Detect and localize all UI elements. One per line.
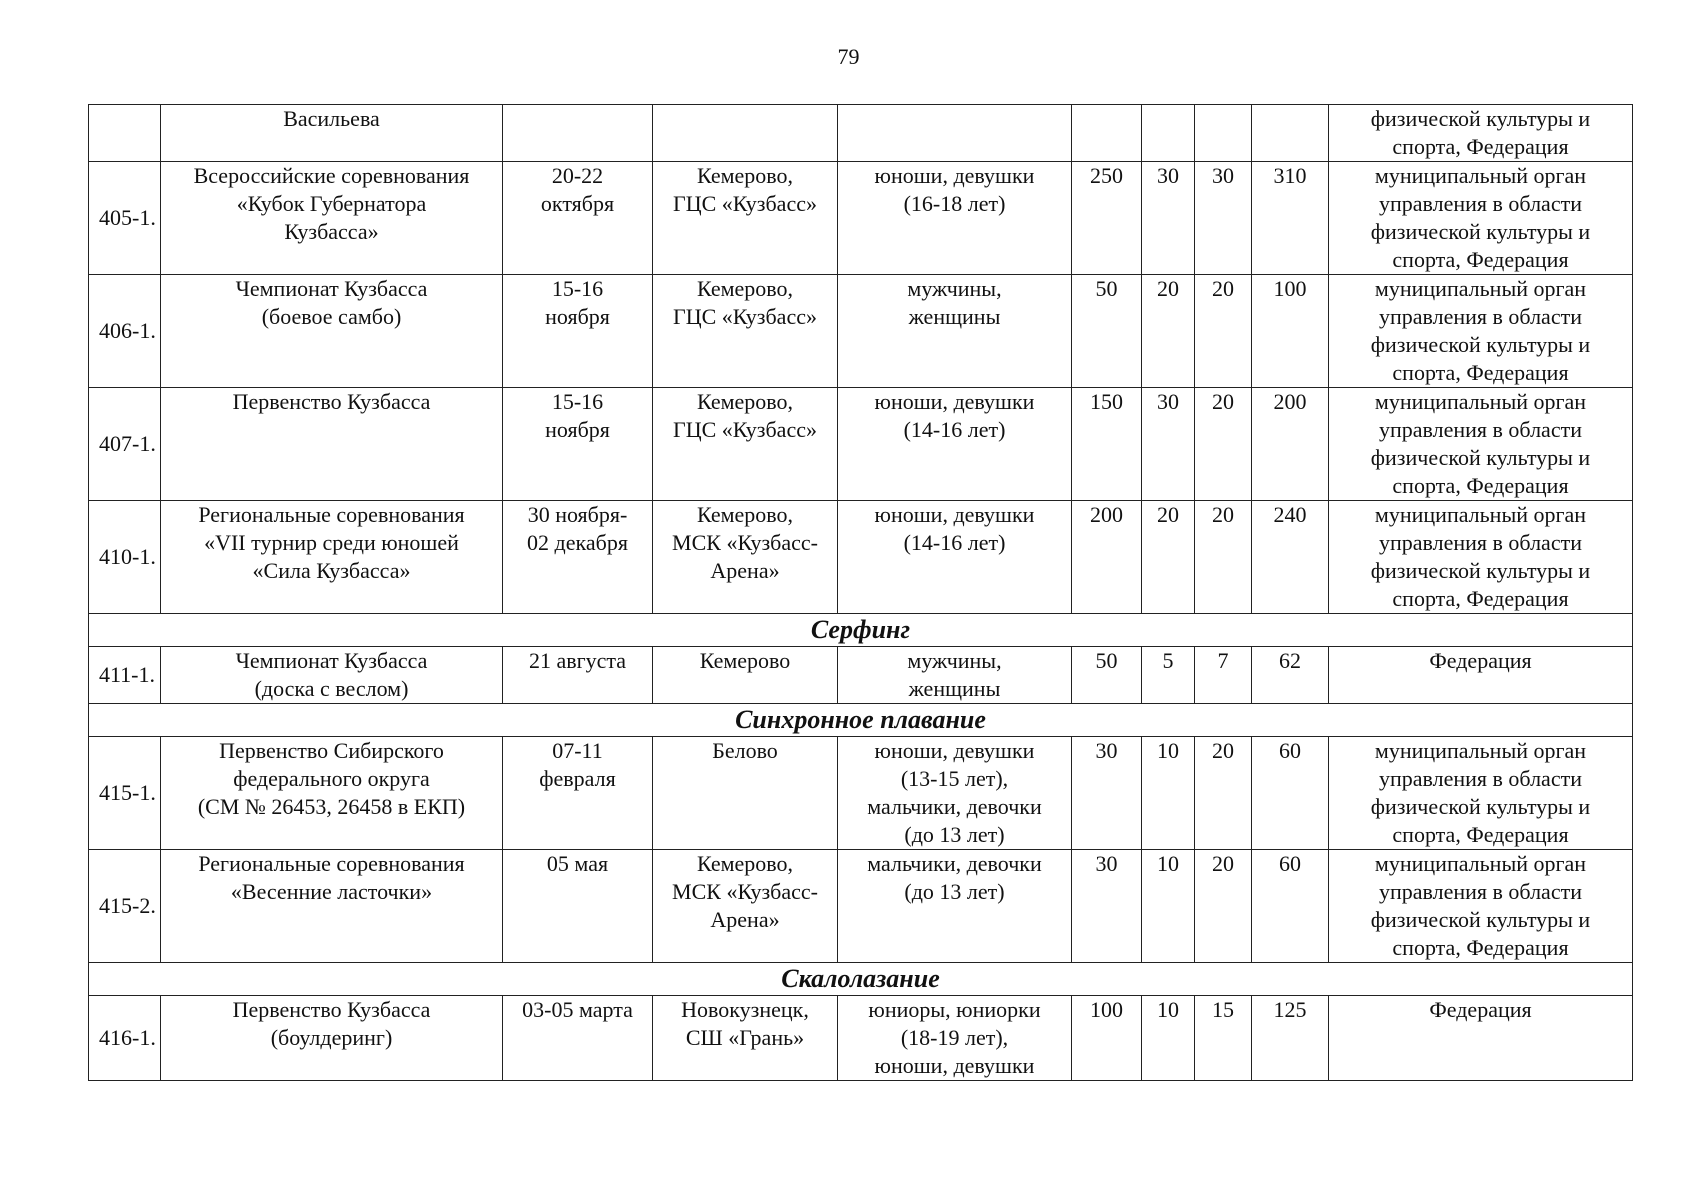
- count-coaches: 10: [1142, 996, 1195, 1081]
- count-coaches: 10: [1142, 850, 1195, 963]
- count-total: 60: [1252, 850, 1329, 963]
- event-organizer: Федерация: [1329, 996, 1633, 1081]
- count-coaches: 10: [1142, 737, 1195, 850]
- event-participants: юноши, девушки (14-16 лет): [838, 501, 1072, 614]
- count-athletes: 50: [1072, 275, 1142, 388]
- event-number: 416-1.: [89, 996, 161, 1081]
- events-table: [88, 104, 1633, 1081]
- event-number: 406-1.: [89, 275, 161, 388]
- event-number: 415-2.: [89, 850, 161, 963]
- event-participants: юноши, девушки (13-15 лет), мальчики, девочки (до 13 лет): [838, 737, 1072, 850]
- event-place: Кемерово, ГЦС «Кузбасс»: [653, 388, 838, 501]
- event-name: Первенство Кузбасса: [161, 388, 503, 501]
- event-name: Чемпионат Кузбасса (боевое самбо): [161, 275, 503, 388]
- count-athletes: 250: [1072, 162, 1142, 275]
- count-judges: 30: [1195, 162, 1252, 275]
- event-place: Кемерово, ГЦС «Кузбасс»: [653, 162, 838, 275]
- event-number: [89, 105, 161, 162]
- event-organizer: муниципальный орган управления в области физической культуры и спорта, Федерация: [1329, 501, 1633, 614]
- event-organizer: муниципальный орган управления в области физической культуры и спорта, Федерация: [1329, 388, 1633, 501]
- section-row: [89, 614, 1633, 647]
- event-place: Кемерово: [653, 647, 838, 704]
- count-judges: 20: [1195, 850, 1252, 963]
- section-row: [89, 704, 1633, 737]
- count-judges: 7: [1195, 647, 1252, 704]
- count-athletes: [1072, 105, 1142, 162]
- event-dates: 03-05 марта: [503, 996, 653, 1081]
- section-title: Серфинг: [89, 614, 1633, 647]
- count-athletes: 50: [1072, 647, 1142, 704]
- event-dates: 20-22 октября: [503, 162, 653, 275]
- section-row: [89, 963, 1633, 996]
- count-coaches: 30: [1142, 388, 1195, 501]
- event-participants: юноши, девушки (16-18 лет): [838, 162, 1072, 275]
- count-total: 310: [1252, 162, 1329, 275]
- event-organizer: муниципальный орган управления в области физической культуры и спорта, Федерация: [1329, 162, 1633, 275]
- event-organizer: муниципальный орган управления в области физической культуры и спорта, Федерация: [1329, 737, 1633, 850]
- count-athletes: 100: [1072, 996, 1142, 1081]
- event-number: 410-1.: [89, 501, 161, 614]
- count-judges: 20: [1195, 501, 1252, 614]
- event-dates: 30 ноября- 02 декабря: [503, 501, 653, 614]
- event-place: Новокузнецк, СШ «Грань»: [653, 996, 838, 1081]
- event-number: 415-1.: [89, 737, 161, 850]
- event-organizer: муниципальный орган управления в области физической культуры и спорта, Федерация: [1329, 275, 1633, 388]
- section-title: Скалолазание: [89, 963, 1633, 996]
- count-athletes: 30: [1072, 850, 1142, 963]
- event-dates: 15-16 ноября: [503, 388, 653, 501]
- table-row: [89, 275, 1633, 388]
- table-row: [89, 388, 1633, 501]
- event-name: Васильева: [161, 105, 503, 162]
- event-participants: мальчики, девочки (до 13 лет): [838, 850, 1072, 963]
- count-judges: 20: [1195, 388, 1252, 501]
- event-dates: 05 мая: [503, 850, 653, 963]
- count-total: 200: [1252, 388, 1329, 501]
- event-organizer: Федерация: [1329, 647, 1633, 704]
- count-athletes: 30: [1072, 737, 1142, 850]
- event-participants: [838, 105, 1072, 162]
- count-judges: 20: [1195, 275, 1252, 388]
- event-participants: юниоры, юниорки (18-19 лет), юноши, девушки: [838, 996, 1072, 1081]
- event-name: Всероссийские соревнования «Кубок Губернатора Кузбасса»: [161, 162, 503, 275]
- count-coaches: 20: [1142, 275, 1195, 388]
- event-name: Первенство Кузбасса (боулдеринг): [161, 996, 503, 1081]
- event-place: Кемерово, МСК «Кузбасс- Арена»: [653, 501, 838, 614]
- count-total: 125: [1252, 996, 1329, 1081]
- count-athletes: 150: [1072, 388, 1142, 501]
- event-organizer: муниципальный орган управления в области физической культуры и спорта, Федерация: [1329, 850, 1633, 963]
- table-row: [89, 996, 1633, 1081]
- count-judges: [1195, 105, 1252, 162]
- event-organizer: физической культуры и спорта, Федерация: [1329, 105, 1633, 162]
- event-name: Первенство Сибирского федерального округа (СМ № 26453, 26458 в ЕКП): [161, 737, 503, 850]
- count-athletes: 200: [1072, 501, 1142, 614]
- count-total: 240: [1252, 501, 1329, 614]
- event-name: Чемпионат Кузбасса (доска с веслом): [161, 647, 503, 704]
- event-participants: мужчины, женщины: [838, 647, 1072, 704]
- count-coaches: 5: [1142, 647, 1195, 704]
- event-place: [653, 105, 838, 162]
- count-total: 62: [1252, 647, 1329, 704]
- count-judges: 15: [1195, 996, 1252, 1081]
- event-number: 405-1.: [89, 162, 161, 275]
- page-number: 79: [837, 44, 860, 69]
- event-place: Кемерово, ГЦС «Кузбасс»: [653, 275, 838, 388]
- table-row: [89, 737, 1633, 850]
- count-total: 100: [1252, 275, 1329, 388]
- count-total: [1252, 105, 1329, 162]
- count-coaches: 20: [1142, 501, 1195, 614]
- table-row: [89, 105, 1633, 162]
- event-place: Кемерово, МСК «Кузбасс- Арена»: [653, 850, 838, 963]
- event-participants: мужчины, женщины: [838, 275, 1072, 388]
- section-title: Синхронное плавание: [89, 704, 1633, 737]
- event-name: Региональные соревнования «Весенние ласточки»: [161, 850, 503, 963]
- table-row: [89, 501, 1633, 614]
- event-dates: 07-11 февраля: [503, 737, 653, 850]
- count-judges: 20: [1195, 737, 1252, 850]
- event-participants: юноши, девушки (14-16 лет): [838, 388, 1072, 501]
- count-coaches: 30: [1142, 162, 1195, 275]
- table-row: [89, 162, 1633, 275]
- table-row: [89, 647, 1633, 704]
- event-number: 411-1.: [89, 647, 161, 704]
- count-coaches: [1142, 105, 1195, 162]
- count-total: 60: [1252, 737, 1329, 850]
- event-name: Региональные соревнования «VII турнир среди юношей «Сила Кузбасса»: [161, 501, 503, 614]
- event-dates: 15-16 ноября: [503, 275, 653, 388]
- table-row: [89, 850, 1633, 963]
- event-dates: 21 августа: [503, 647, 653, 704]
- event-dates: [503, 105, 653, 162]
- event-place: Белово: [653, 737, 838, 850]
- event-number: 407-1.: [89, 388, 161, 501]
